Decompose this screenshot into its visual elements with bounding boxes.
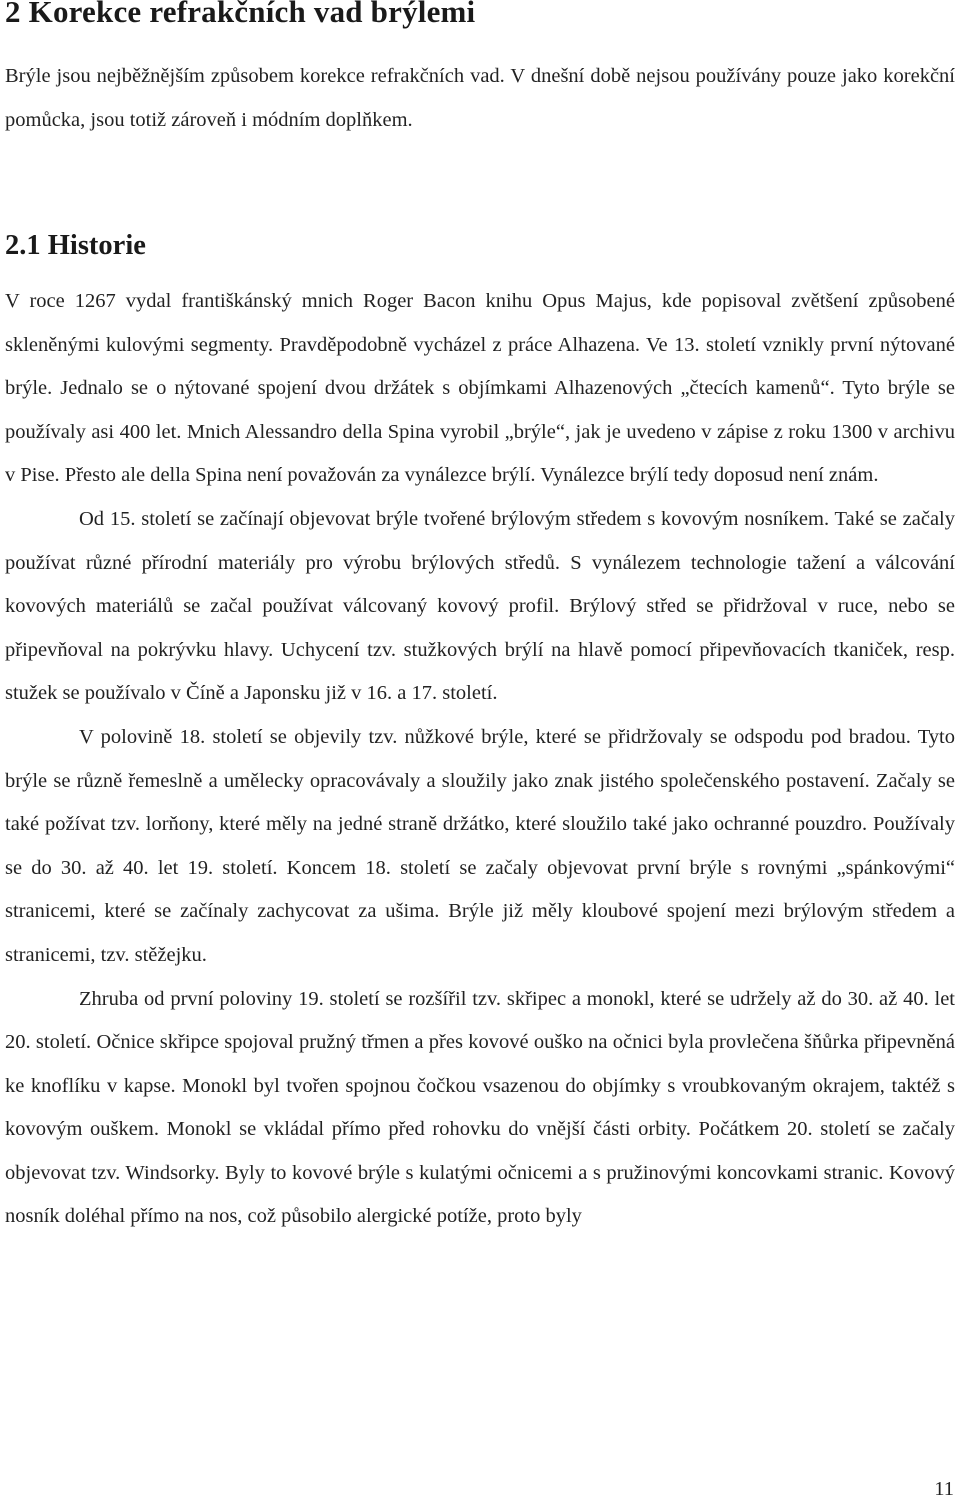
paragraph-2: Od 15. století se začínají objevovat brýle tvořené brýlovým středem s kovovým nosníkem. Také se začaly používat různé přírodní materiály pro výrobu brýlových středů. S vynálezem technologie tažení a válcování kovových materiálů se začal používat válcovaný kovový profil. Brýlový střed se přidržoval v ruce, nebo se připevňoval na pokrývku hlavy. Uchycení tzv. stužkových brýlí na hlavě pomocí připevňovacích tkaniček, resp. stužek se používalo v Číně a Japonsku již v 16. a 17. století. (5, 507, 955, 705)
section-body (5, 280, 955, 1239)
intro-paragraph: Brýle jsou nejběžnějším způsobem korekce refrakčních vad. V dnešní době nejsou používány pouze jako korekční pomůcka, jsou totiž zároveň i módním doplňkem. (5, 65, 955, 131)
page-number: 11 (934, 1478, 954, 1500)
chapter-heading: 2 Korekce refrakčních vad brýlemi (5, 0, 476, 29)
chapter-intro (5, 54, 955, 142)
paragraph-3: V polovině 18. století se objevily tzv. nůžkové brýle, které se přidržovaly se odspodu pod bradou. Tyto brýle se různě řemeslně a umělecky opracovávaly a sloužily jako znak jistého společenského postavení. Začaly se také požívat tzv. lorňony, které měly na jedné straně držátko, které sloužilo také jako ochranné pouzdro. Používaly se do 30. až 40. let 19. století. Koncem 18. století se začaly objevovat první brýle s rovnými „spánkovými“ stranicemi, které se začínaly zachycovat za ušima. Brýle již měly kloubové spojení mezi brýlovým středem a stranicemi, tzv. stěžejku. (5, 725, 955, 966)
paragraph-4: Zhruba od první poloviny 19. století se rozšířil tzv. skřipec a monokl, které se udržely až do 30. až 40. let 20. století. Očnice skřipce spojoval pružný třmen a přes kovové ouško na očnici byla provlečena šňůrka připevněná ke knoflíku v kapse. Monokl byl tvořen spojnou čočkou vsazenou do objímky s vroubkovaným okrajem, taktéž s kovovým ouškem. Monokl se vkládal přímo před rohovku do vnější části orbity. Počátkem 20. století se začaly objevovat tzv. Windsorky. Byly to kovové brýle s kulatými očnicemi a s pružinovými koncovkami stranic. Kovový nosník doléhal přímo na nos, což působilo alergické potíže, proto byly (5, 987, 955, 1228)
section-heading: 2.1 Historie (5, 230, 146, 261)
paragraph-1: V roce 1267 vydal františkánský mnich Roger Bacon knihu Opus Majus, kde popisoval zvětšení způsobené skleněnými kulovými segmenty. Pravděpodobně vycházel z práce Alhazena. Ve 13. století vznikly první nýtované brýle. Jednalo se o nýtované spojení dvou držátek s objímkami Alhazenových „čtecích kamenů“. Tyto brýle se používaly asi 400 let. Mnich Alessandro della Spina vyrobil „brýle“, jak je uvedeno v zápise z roku 1300 v archivu v Pise. Přesto ale della Spina není považován za vynálezce brýlí. Vynálezce brýlí tedy doposud není znám. (5, 290, 955, 487)
